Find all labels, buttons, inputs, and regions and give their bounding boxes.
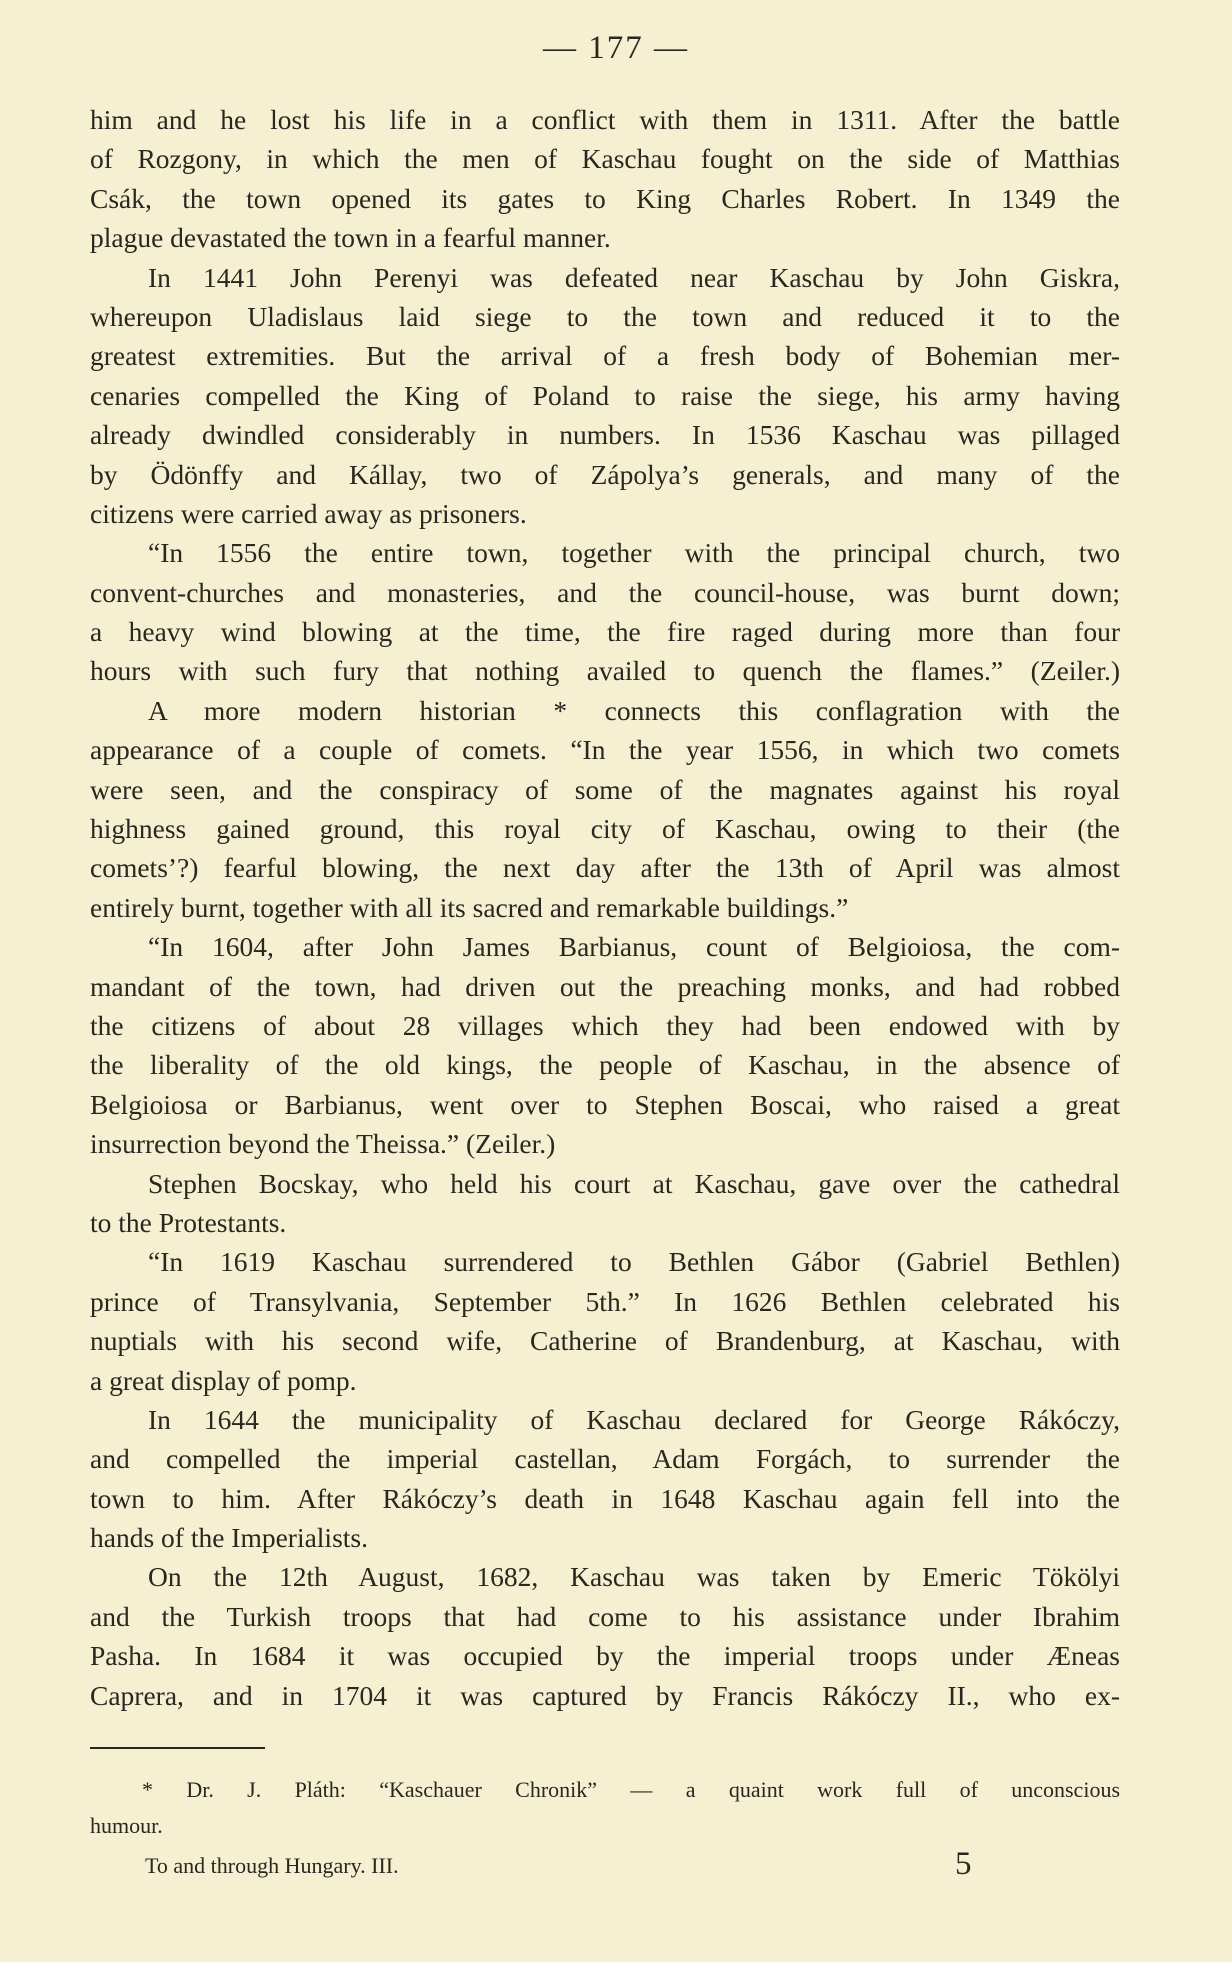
text-line: hands of the Imperialists. — [90, 1522, 368, 1554]
text-line: highness gained ground, this royal city of Kaschau, owing to their (the — [90, 813, 1120, 845]
text-line: town to him. After Rákóczy’s death in 1648 Kaschau again fell into the — [90, 1482, 1120, 1514]
signature-line: To and through Hungary. III. — [145, 1853, 399, 1878]
text-line: comets’?) fearful blowing, the next day after the 13th of April was almost — [90, 852, 1120, 884]
signature-mark: 5 — [955, 1846, 972, 1882]
text-line: and compelled the imperial castellan, Adam Forgách, to surrender the — [90, 1443, 1120, 1475]
text-line: Csák, the town opened its gates to King Charles Robert. In 1349 the — [90, 182, 1120, 214]
text-line: On the 12th August, 1682, Kaschau was taken by Emeric Tökölyi — [148, 1561, 1120, 1593]
text-line: convent-churches and monasteries, and the council-house, was burnt down; — [90, 576, 1120, 608]
text-line: citizens were carried away as prisoners. — [90, 497, 527, 529]
text-line: A more modern historian * connects this conflagration with the — [148, 694, 1120, 726]
text-line: whereupon Uladislaus laid siege to the town and reduced it to the — [90, 300, 1120, 332]
footnote-line: * Dr. J. Pláth: “Kaschauer Chronik” — a quaint work full of unconscious — [142, 1777, 1120, 1802]
text-line: greatest extremities. But the arrival of a fresh body of Bohemian mer- — [90, 340, 1120, 372]
text-line: appearance of a couple of comets. “In the year 1556, in which two comets — [90, 734, 1120, 766]
text-line: already dwindled considerably in numbers. In 1536 Kaschau was pillaged — [90, 419, 1120, 451]
footnote-line: humour. — [90, 1813, 163, 1838]
text-line: Pasha. In 1684 it was occupied by the imperial troops under Æneas — [90, 1640, 1120, 1672]
page-number: — 177 — — [543, 30, 689, 66]
text-line: him and he lost his life in a conflict with them in 1311. After the battle — [90, 104, 1120, 135]
text-line: nuptials with his second wife, Catherine of Brandenburg, at Kaschau, with — [90, 1325, 1120, 1357]
text-line: cenaries compelled the King of Poland to raise the siege, his army having — [90, 379, 1120, 411]
text-line: Caprera, and in 1704 it was captured by Francis Rákóczy II., who ex- — [90, 1679, 1120, 1711]
text-line: plague devastated the town in a fearful manner. — [90, 222, 611, 254]
text-line: In 1644 the municipality of Kaschau declared for George Rákóczy, — [148, 1403, 1120, 1435]
text-line: were seen, and the conspiracy of some of the magnates against his royal — [90, 773, 1120, 805]
text-line: “In 1619 Kaschau surrendered to Bethlen Gábor (Gabriel Bethlen) — [148, 1246, 1120, 1278]
text-line: the citizens of about 28 villages which they had been endowed with by — [90, 1009, 1120, 1041]
text-line: In 1441 John Perenyi was defeated near Kaschau by John Giskra, — [148, 261, 1120, 293]
text-line: Stephen Bocskay, who held his court at Kaschau, gave over the cathedral — [148, 1167, 1120, 1199]
text-line: to the Protestants. — [90, 1206, 287, 1238]
text-line: a great display of pomp. — [90, 1364, 357, 1396]
text-line: of Rozgony, in which the men of Kaschau fought on the side of Matthias — [90, 143, 1120, 175]
body-text — [90, 100, 1120, 1715]
text-line: Belgioiosa or Barbianus, went over to Stephen Boscai, who raised a great — [90, 1088, 1120, 1120]
text-line: “In 1604, after John James Barbianus, count of Belgioiosa, the com- — [148, 931, 1120, 963]
text-line: entirely burnt, together with all its sacred and remarkable buildings.” — [90, 891, 849, 923]
text-line: mandant of the town, had driven out the preaching monks, and had robbed — [90, 970, 1120, 1002]
text-line: the liberality of the old kings, the people of Kaschau, in the absence of — [90, 1049, 1120, 1081]
text-line: insurrection beyond the Theissa.” (Zeiler.) — [90, 1128, 556, 1160]
text-line: a heavy wind blowing at the time, the fire raged during more than four — [90, 616, 1120, 648]
footnote-divider — [90, 1747, 265, 1749]
text-line: and the Turkish troops that had come to his assistance under Ibrahim — [90, 1600, 1120, 1632]
text-line: “In 1556 the entire town, together with the principal church, two — [148, 537, 1120, 569]
text-line: prince of Transylvania, September 5th.” In 1626 Bethlen celebrated his — [90, 1285, 1120, 1317]
text-line: by Ödönffy and Kállay, two of Zápolya’s generals, and many of the — [90, 458, 1120, 490]
text-line: hours with such fury that nothing availed to quench the flames.” (Zeiler.) — [90, 655, 1120, 687]
footnote — [90, 1772, 1120, 1844]
